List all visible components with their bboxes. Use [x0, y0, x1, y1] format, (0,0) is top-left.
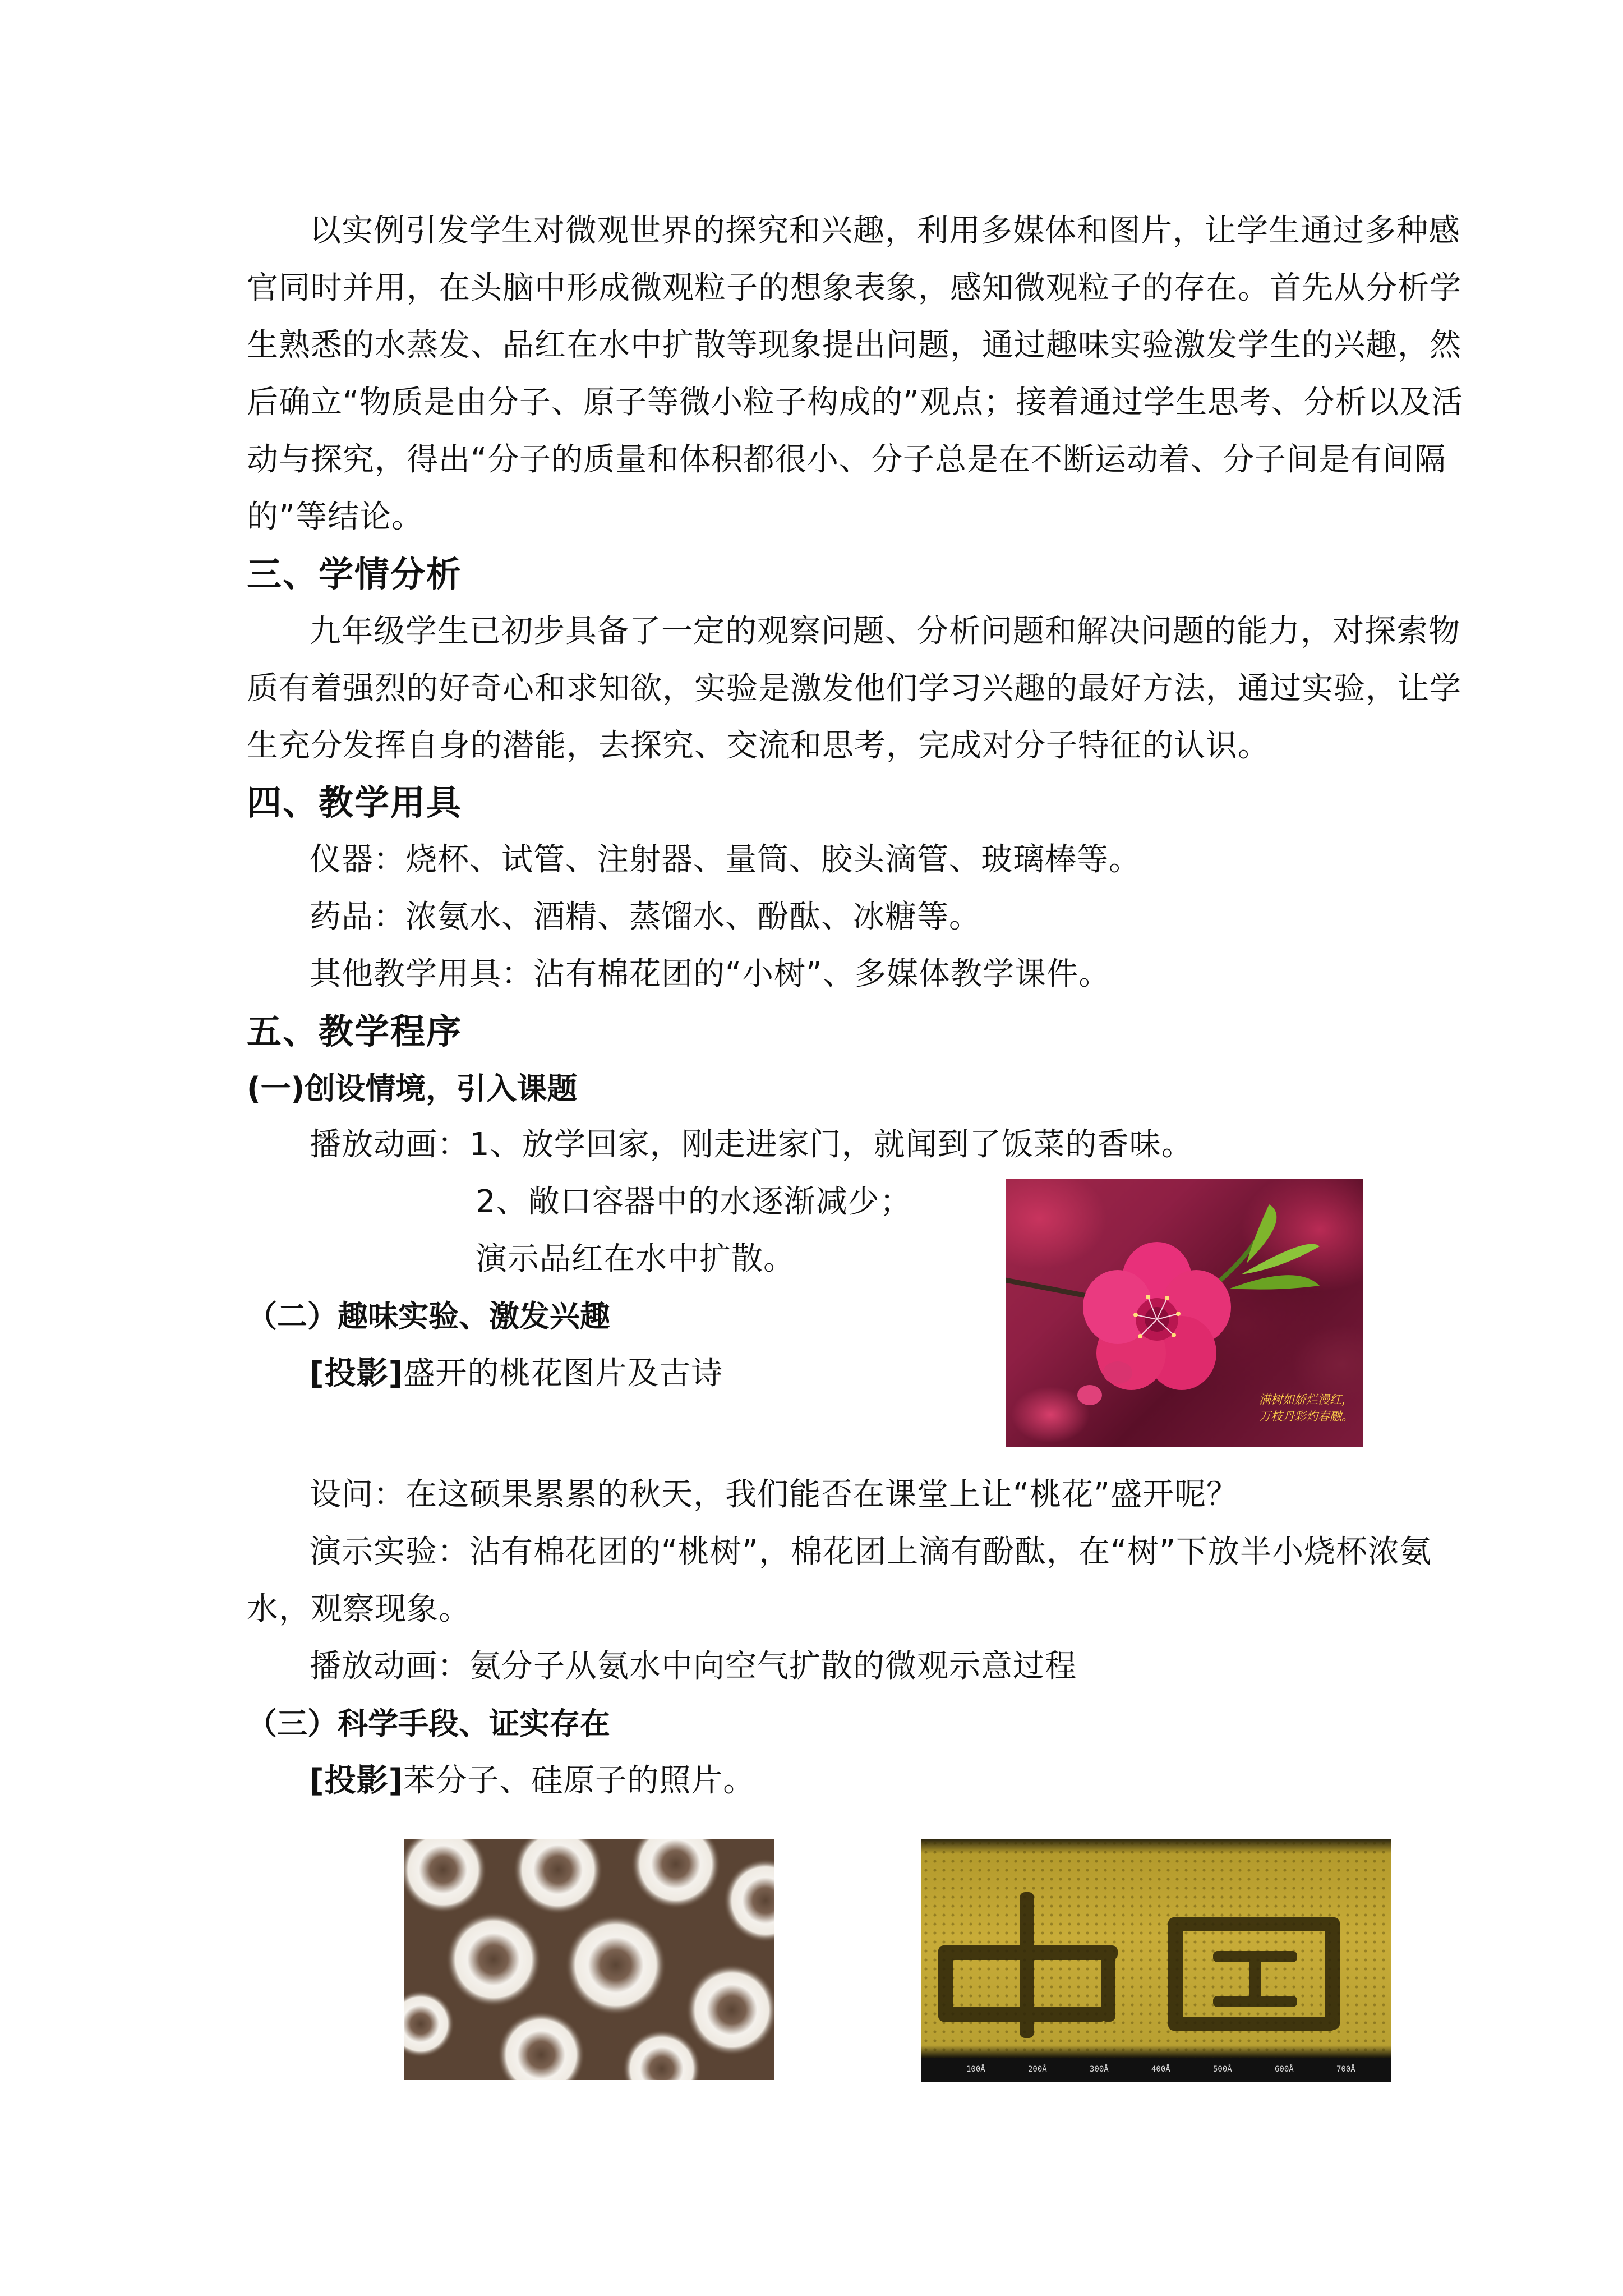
subheading-intro: (一)创设情境，引入课题 [247, 1071, 578, 1106]
scale-label: 600Å [1275, 2065, 1294, 2074]
demo-paragraph: 演示实验：沾有棉花团的“桃树”，棉花团上滴有酚酞，在“树”下放半小烧杯浓氨水，观察现象。 [247, 1534, 1432, 1627]
scale-label: 700Å [1336, 2065, 1355, 2074]
scale-label: 500Å [1213, 2065, 1232, 2074]
tools-others: 其他教学用具：沾有棉花团的“小树”、多媒体教学课件。 [310, 956, 1111, 992]
projection-2 [310, 1752, 755, 1810]
tools-instruments: 仪器：烧杯、试管、注射器、量筒、胶头滴管、玻璃棒等。 [310, 841, 1141, 878]
animation-line-1 [310, 1116, 1193, 1174]
blossom-poem [1259, 1391, 1353, 1425]
section-heading-procedure: 五、教学程序 [247, 1011, 463, 1052]
atom-lettering [921, 1839, 1391, 2082]
question-line: 设问：在这硕果累累的秋天，我们能否在课堂上让“桃花”盛开呢？ [310, 1476, 1239, 1513]
peach-blossom-photo [1006, 1179, 1363, 1447]
section-heading-learner: 三、学情分析 [247, 554, 463, 595]
poem-line-2: 万枝丹彩灼春融。 [1259, 1410, 1353, 1423]
subheading-evidence: （三）科学手段、证实存在 [247, 1706, 610, 1741]
animation-label: 播放动画： [310, 1126, 469, 1163]
animation-item-3: 演示品红在水中扩散。 [476, 1241, 795, 1277]
scale-label: 300Å [1090, 2065, 1109, 2074]
scale-label: 400Å [1151, 2065, 1170, 2074]
section-heading-tools: 四、教学用具 [247, 782, 463, 823]
subheading-experiment: （二）趣味实验、激发兴趣 [247, 1299, 610, 1334]
intro-paragraph: 以实例引发学生对微观世界的探究和兴趣，利用多媒体和图片，让学生通过多种感官同时并用，在头脑中形成微观粒子的想象表象，感知微观粒子的存在。首先从分析学生熟悉的水蒸发、品红在水中扩散等现象提出问题，通过趣味实验激发学生的兴趣，然后确立“物质是由分子、原子等微小粒子构成的”观点；接着通过学生思考、分析以及活动与探究，得出“分子的质量和体积都很小、分子总是在不断运动着、分子间是有间隔的”等结论。 [247, 213, 1464, 535]
scale-label: 100Å [966, 2065, 985, 2074]
projection-2-text: 苯分子、硅原子的照片。 [403, 1763, 755, 1799]
animation-item-1: 1、放学回家，刚走进家门，就闻到了饭菜的香味。 [469, 1126, 1193, 1163]
animation-item-2: 2、敞口容器中的水逐渐减少； [476, 1184, 912, 1220]
scale-bar [921, 2058, 1391, 2082]
projection-1 [310, 1345, 723, 1402]
tools-reagents: 药品：浓氨水、酒精、蒸馏水、酚酞、冰糖等。 [310, 899, 981, 935]
projection-1-text: 盛开的桃花图片及古诗 [403, 1355, 723, 1392]
projection-tag: [投影] [310, 1355, 404, 1392]
animation-line-4: 播放动画：氨分子从氨水中向空气扩散的微观示意过程 [310, 1648, 1077, 1685]
projection-tag: [投影] [310, 1763, 404, 1799]
learner-paragraph: 九年级学生已初步具备了一定的观察问题、分析问题和解决问题的能力，对探索物质有着强烈的好奇心和求知欲，实验是激发他们学习兴趣的最好方法，通过实验，让学生充分发挥自身的潜能，去探究、交流和思考，完成对分子特征的认识。 [247, 613, 1461, 764]
benzene-rings [404, 1839, 774, 2080]
benzene-molecule-photo [404, 1839, 774, 2080]
poem-line-1: 满树如娇烂漫红， [1259, 1393, 1353, 1406]
silicon-atom-photo [921, 1839, 1391, 2082]
scale-label: 200Å [1028, 2065, 1047, 2074]
